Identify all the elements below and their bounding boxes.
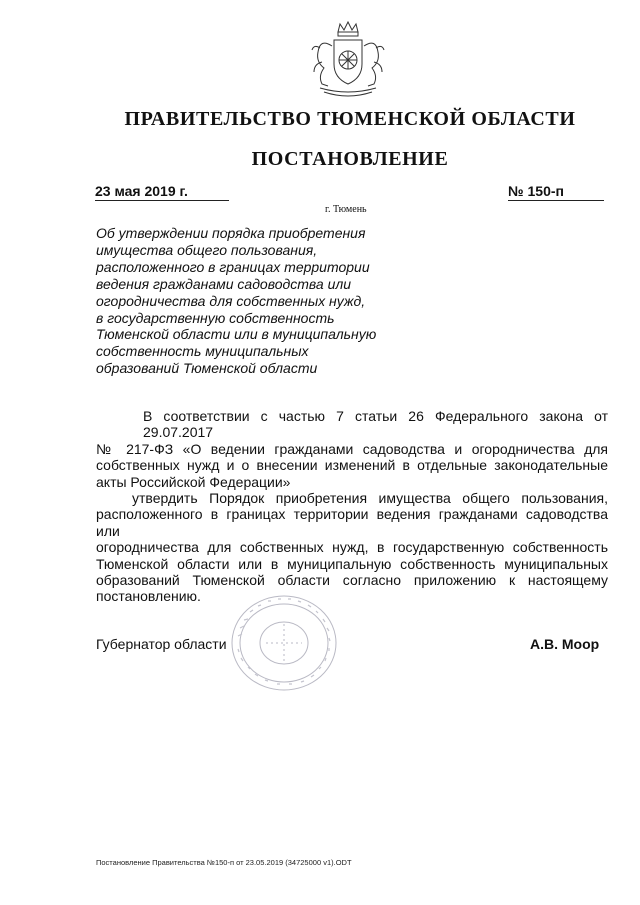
paragraph-line: В соответствии с частью 7 статьи 26 Федерального закона от 29.07.2017	[143, 408, 608, 441]
paragraph-line: утвердить Порядок приобретения имущества общего пользования,	[132, 490, 608, 506]
document-date: 23 мая 2019 г.	[95, 183, 229, 201]
paragraph-line: собственных нужд и о внесении изменений в отдельные законодательные	[96, 457, 608, 474]
subject-line: ведения гражданами садоводства или	[96, 275, 352, 292]
paragraph-line: огородничества для собственных нужд, в государственную собственность	[96, 539, 608, 556]
subject-line: расположенного в границах территории	[96, 258, 370, 275]
document-subject	[96, 225, 396, 377]
subject-line: имущества общего пользования,	[96, 241, 318, 258]
document-city: г. Тюмень	[325, 204, 367, 215]
document-type-heading: ПОСТАНОВЛЕНИЕ	[251, 148, 449, 170]
subject-line: образований Тюменской области	[96, 360, 318, 377]
signatory-name: А.В. Моор	[530, 636, 600, 652]
organization-title: ПРАВИТЕЛЬСТВО ТЮМЕНСКОЙ ОБЛАСТИ	[124, 108, 576, 130]
subject-line: собственность муниципальных	[96, 343, 309, 360]
paragraph-line: № 217-ФЗ «О ведении гражданами садоводства и огородничества для	[96, 440, 608, 457]
subject-line: Об утверждении порядка приобретения	[96, 225, 366, 241]
official-seal-stamp	[226, 592, 342, 694]
subject-line: в государственную собственность	[96, 309, 335, 326]
subject-line: огородничества для собственных нужд,	[96, 292, 366, 309]
coat-of-arms-emblem	[300, 18, 396, 98]
paragraph-line: постановлению.	[96, 588, 201, 605]
document-number: № 150-п	[508, 183, 604, 201]
preamble-paragraph	[96, 408, 608, 490]
paragraph-line: расположенного в границах территории ведения гражданами садоводства или	[96, 506, 608, 539]
paragraph-line: Тюменской области или в муниципальную собственность муниципальных	[96, 555, 608, 572]
paragraph-line: акты Российской Федерации»	[96, 473, 291, 490]
subject-line: Тюменской области или в муниципальную	[96, 326, 377, 343]
resolution-paragraph	[96, 490, 608, 605]
paragraph-line: образований Тюменской области согласно приложению к настоящему	[96, 572, 608, 589]
document-footer: Постановление Правительства №150-п от 23.05.2019 (34725000 v1).ODT	[96, 858, 352, 867]
signatory-position: Губернатор области	[96, 636, 227, 652]
